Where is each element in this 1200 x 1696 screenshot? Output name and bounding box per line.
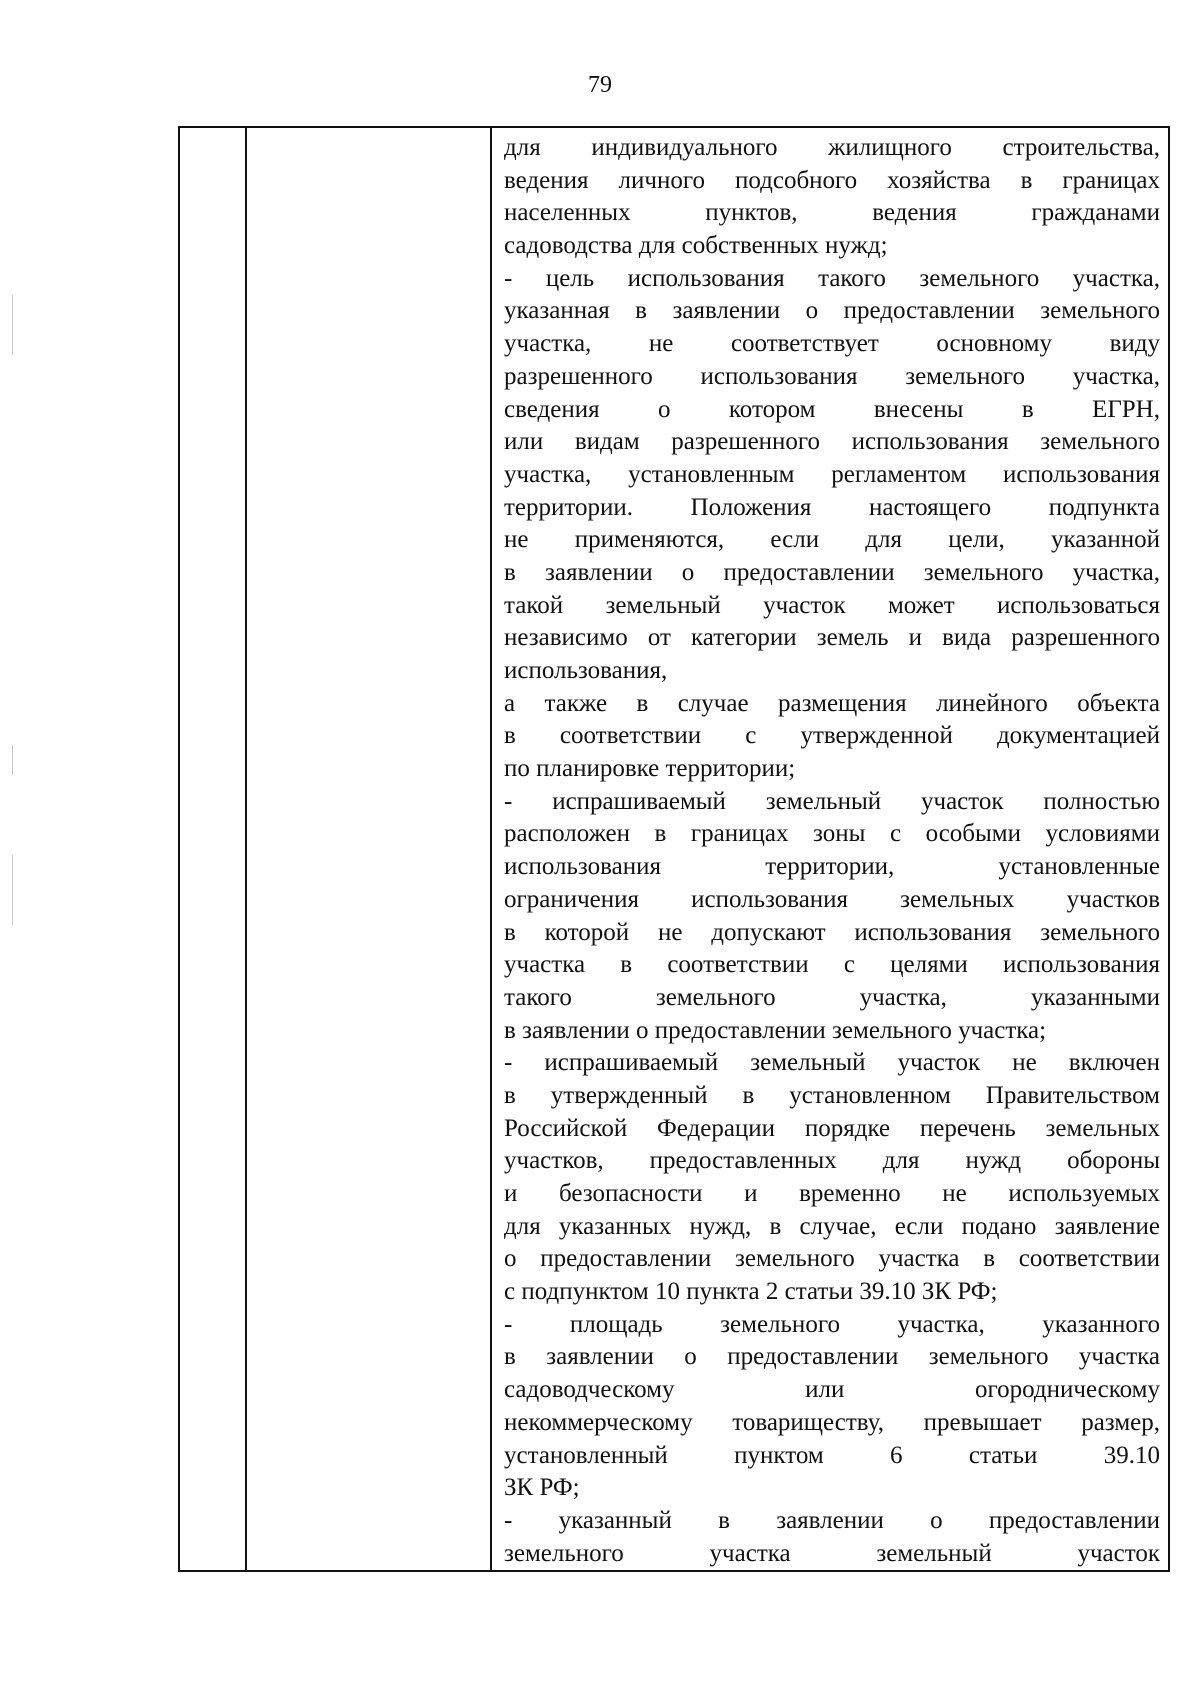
- text-line: а также в случае размещения линейного объекта: [504, 689, 1160, 717]
- text-line: ограничения использования земельных участков: [504, 885, 1160, 913]
- document-table: [178, 126, 1170, 1572]
- text-line: и безопасности и временно не используемых: [504, 1180, 1160, 1207]
- text-line: не применяются, если для цели, указанной: [504, 526, 1160, 554]
- text-line: населенных пунктов, ведения гражданами: [504, 199, 1160, 227]
- text-line: в которой не допускают использования земельного: [504, 918, 1160, 946]
- text-line: сведения о котором внесены в ЕГРН,: [504, 395, 1160, 423]
- text-line: участка в соответствии с целями использования: [504, 951, 1160, 979]
- paragraph-block: [492, 128, 1168, 1570]
- text-line: разрешенного использования земельного участка,: [504, 362, 1160, 390]
- text-line: о предоставлении земельного участка в соответствии: [504, 1245, 1160, 1273]
- text-line: такого земельного участка, указанными: [504, 983, 1160, 1011]
- text-line: для указанных нужд, в случае, если подано заявление: [504, 1212, 1160, 1240]
- text-line: такой земельный участок может использоваться: [504, 591, 1160, 619]
- text-line: - указанный в заявлении о предоставлении: [504, 1506, 1160, 1534]
- text-line: использования,: [504, 657, 668, 684]
- text-line: по планировке территории;: [504, 755, 796, 783]
- text-line: с подпунктом 10 пункта 2 статьи 39.10 ЗК РФ;: [504, 1278, 998, 1306]
- text-line: некоммерческому товариществу, превышает размер,: [504, 1408, 1160, 1436]
- page-number: 79: [588, 72, 612, 98]
- text-line: использования территории, установленные: [504, 853, 1160, 881]
- text-line: - площадь земельного участка, указанного: [504, 1310, 1160, 1338]
- text-line: расположен в границах зоны с особыми условиями: [504, 820, 1160, 848]
- text-line: садоводства для собственных нужд;: [504, 232, 888, 260]
- table-cell-number: [179, 127, 246, 1571]
- text-line: - цель использования такого земельного участка,: [504, 264, 1160, 292]
- text-line: ЗК РФ;: [504, 1474, 580, 1502]
- text-line: садоводческому или огородническому: [504, 1376, 1160, 1404]
- text-line: территории. Положения настоящего подпункта: [504, 493, 1160, 521]
- text-line: независимо от категории земель и вида разрешенного: [504, 624, 1160, 652]
- text-line: участка, не соответствует основному виду: [504, 330, 1160, 358]
- text-line: в заявлении о предоставлении земельного участка,: [504, 558, 1160, 586]
- table-row: [179, 127, 1169, 1571]
- text-line: земельного участка земельный участок: [504, 1539, 1160, 1567]
- text-line: участков, предоставленных для нужд обороны: [504, 1147, 1160, 1175]
- text-line: участка, установленным регламентом использования: [504, 460, 1160, 488]
- text-line: ведения личного подсобного хозяйства в границах: [504, 166, 1160, 194]
- text-line: Российской Федерации порядке перечень земельных: [504, 1114, 1160, 1142]
- text-line: в соответствии с утвержденной документацией: [504, 722, 1160, 750]
- text-line: - испрашиваемый земельный участок не включен: [504, 1049, 1160, 1077]
- text-line: или видам разрешенного использования земельного: [504, 428, 1160, 456]
- text-line: установленный пунктом 6 статьи 39.10: [504, 1441, 1160, 1469]
- scan-artifact: [12, 855, 13, 925]
- table-cell-text: [491, 127, 1169, 1571]
- scan-artifact: [12, 745, 13, 775]
- text-line: в утвержденный в установленном Правительством: [504, 1081, 1160, 1109]
- text-line: - испрашиваемый земельный участок полностью: [504, 787, 1160, 815]
- text-line: для индивидуального жилищного строительства,: [504, 134, 1160, 161]
- text-line: в заявлении о предоставлении земельного участка: [504, 1343, 1160, 1371]
- table-cell-name: [246, 127, 491, 1571]
- text-line: в заявлении о предоставлении земельного участка;: [504, 1016, 1047, 1044]
- scan-artifact: [12, 295, 13, 355]
- text-line: указанная в заявлении о предоставлении земельного: [504, 297, 1160, 325]
